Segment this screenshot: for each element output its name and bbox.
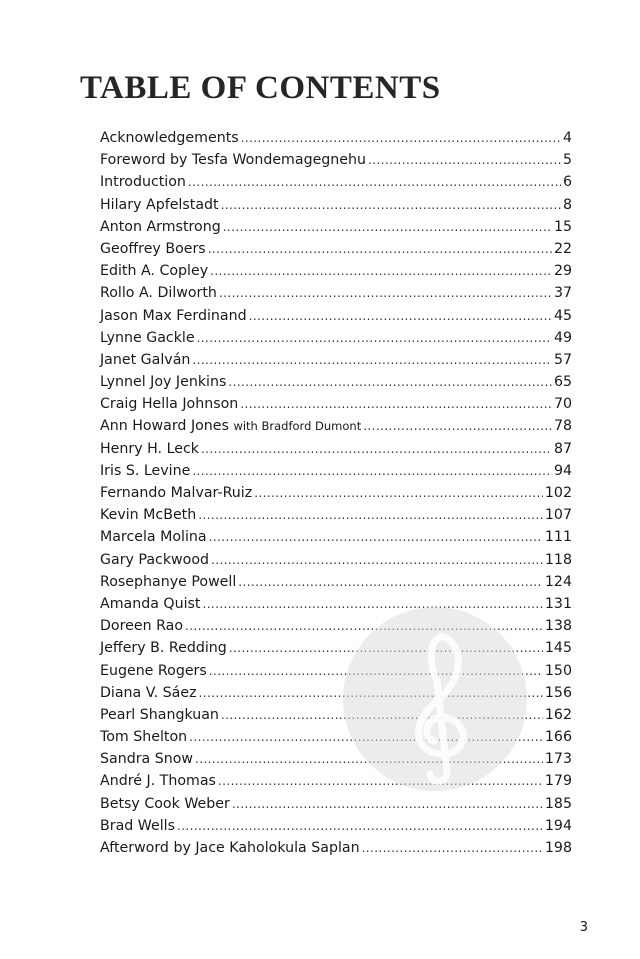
entry-title: Brad Wells — [100, 817, 175, 834]
toc-entry — [100, 504, 572, 526]
entry-title: Gary Packwood — [100, 551, 210, 568]
entry-page-number: 198 — [544, 840, 572, 856]
dot-leader — [238, 571, 543, 593]
toc-entry — [100, 793, 572, 815]
entry-title: Pearl Shangkuan — [100, 706, 219, 723]
dot-leader — [221, 194, 561, 216]
toc-entry — [100, 815, 572, 837]
entry-title: Hilary Apfelstadt — [100, 196, 219, 213]
toc-entry — [100, 149, 572, 171]
dot-leader — [362, 837, 543, 859]
entry-title: Afterword by Jace Kaholokula Saplan — [100, 840, 360, 856]
entry-page-number: 107 — [544, 507, 572, 524]
toc-entry — [100, 282, 572, 304]
entry-title: Jason Max Ferdinand — [100, 307, 247, 324]
dot-leader — [177, 815, 543, 837]
toc-entry — [100, 438, 572, 460]
entry-page-number: 173 — [544, 751, 572, 768]
entry-page-number: 15 — [553, 218, 572, 235]
dot-leader — [221, 704, 543, 726]
entry-title: Amanda Quist — [100, 595, 201, 612]
entry-title: Sandra Snow — [100, 751, 194, 768]
dot-leader — [197, 327, 552, 349]
dot-leader — [218, 770, 543, 792]
entry-page-number: 124 — [544, 573, 572, 590]
dot-leader — [240, 393, 552, 415]
entry-page-number: 22 — [553, 240, 572, 257]
toc-entry — [100, 460, 572, 482]
entry-page-number: 179 — [544, 773, 572, 790]
entry-title: Foreword by Tesfa Wondemagegnehu — [100, 152, 367, 169]
dot-leader — [219, 282, 552, 304]
entry-page-number: 150 — [544, 662, 572, 679]
toc-entry — [100, 682, 572, 704]
toc-entry — [100, 571, 572, 593]
toc-entry — [100, 526, 572, 548]
toc-entry — [100, 194, 572, 216]
entry-page-number: 78 — [553, 418, 572, 435]
toc-entry — [100, 216, 572, 238]
entry-title: Rosephanye Powell — [100, 573, 237, 590]
toc-entry — [100, 415, 572, 437]
dot-leader — [211, 549, 543, 571]
dot-leader — [202, 593, 542, 615]
entry-title: Craig Hella Johnson — [100, 396, 239, 413]
entry-title: Fernando Malvar-Ruiz — [100, 485, 253, 501]
entry-title: Kevin McBeth — [100, 507, 197, 524]
toc-entry — [100, 482, 572, 504]
dot-leader — [368, 149, 561, 171]
dot-leader — [241, 127, 561, 149]
entry-title: André J. Thomas — [100, 773, 216, 790]
entry-page-number: 111 — [544, 529, 572, 546]
toc-entry — [100, 660, 572, 682]
dot-leader — [199, 682, 543, 704]
entry-title: Betsy Cook Weber — [100, 795, 230, 812]
toc-entry — [100, 349, 572, 371]
entry-page-number: 57 — [553, 351, 572, 368]
dot-leader — [198, 504, 543, 526]
entry-title: Rollo A. Dilworth — [100, 285, 217, 302]
entry-title: Iris S. Levine — [100, 462, 191, 479]
dot-leader — [208, 238, 552, 260]
dot-leader — [189, 726, 543, 748]
dot-leader — [228, 371, 552, 393]
entry-title: Jeffery B. Redding — [100, 640, 227, 657]
toc-entry — [100, 615, 572, 637]
dot-leader — [209, 660, 543, 682]
dot-leader — [363, 415, 552, 437]
toc-entry — [100, 748, 572, 770]
entry-page-number: 194 — [544, 817, 572, 834]
toc-entry — [100, 704, 572, 726]
entry-page-number: 118 — [544, 551, 572, 568]
entry-page-number: 145 — [544, 640, 572, 657]
entry-title: Doreen Rao — [100, 618, 184, 635]
dot-leader — [188, 171, 561, 193]
dot-leader — [232, 793, 543, 815]
entry-title: Eugene Rogers — [100, 662, 207, 679]
entry-page-number: 138 — [544, 618, 572, 635]
entry-title: Anton Armstrong — [100, 218, 221, 235]
entry-page-number: 70 — [553, 396, 572, 413]
entry-page-number: 5 — [562, 152, 572, 169]
entry-page-number: 37 — [553, 285, 572, 302]
dot-leader — [195, 748, 543, 770]
entry-page-number: 156 — [544, 684, 572, 701]
entry-subtitle: with Bradford Dumont — [233, 419, 362, 434]
entry-title: Ann Howard Jones — [100, 418, 229, 435]
toc-entry — [100, 305, 572, 327]
entry-page-number: 94 — [553, 462, 572, 479]
entry-title: Acknowledgements — [100, 130, 239, 146]
entry-page-number: 102 — [544, 485, 572, 501]
entry-page-number: 4 — [562, 130, 572, 146]
dot-leader — [223, 216, 552, 238]
dot-leader — [192, 349, 552, 371]
entry-title: Janet Galván — [100, 351, 191, 368]
toc-entry — [100, 260, 572, 282]
dot-leader — [192, 460, 552, 482]
toc-entry — [100, 726, 572, 748]
entry-page-number: 162 — [544, 706, 572, 723]
toc-entry — [100, 549, 572, 571]
toc-entry — [100, 127, 572, 149]
dot-leader — [209, 526, 543, 548]
entry-page-number: 166 — [544, 729, 572, 746]
entry-title: Diana V. Sáez — [100, 684, 197, 701]
entry-page-number: 29 — [553, 263, 572, 280]
entry-page-number: 45 — [553, 307, 572, 324]
entry-page-number: 131 — [544, 595, 572, 612]
entry-page-number: 49 — [553, 329, 572, 346]
dot-leader — [185, 615, 543, 637]
dot-leader — [201, 438, 552, 460]
toc-entry — [100, 837, 572, 859]
dot-leader — [229, 637, 543, 659]
entry-page-number: 65 — [553, 374, 572, 391]
toc-entry — [100, 238, 572, 260]
page-title: TABLE OF CONTENTS — [80, 70, 441, 106]
entry-title: Marcela Molina — [100, 529, 207, 546]
entry-page-number: 6 — [562, 174, 572, 191]
entry-title: Edith A. Copley — [100, 263, 209, 280]
entry-title: Tom Shelton — [100, 729, 188, 746]
entry-title: Lynnel Joy Jenkins — [100, 374, 227, 391]
toc-entry — [100, 327, 572, 349]
dot-leader — [254, 482, 543, 504]
entry-page-number: 87 — [553, 440, 572, 457]
entry-page-number: 8 — [562, 196, 572, 213]
entry-title: Introduction — [100, 174, 186, 191]
toc-entry — [100, 770, 572, 792]
entry-page-number: 185 — [544, 795, 572, 812]
table-of-contents — [100, 127, 572, 859]
entry-title: Henry H. Leck — [100, 440, 199, 457]
page-number: 3 — [579, 920, 588, 935]
entry-title: Lynne Gackle — [100, 329, 195, 346]
dot-leader — [249, 305, 552, 327]
toc-entry — [100, 371, 572, 393]
entry-title: Geoffrey Boers — [100, 240, 206, 257]
toc-entry — [100, 637, 572, 659]
toc-entry — [100, 393, 572, 415]
dot-leader — [210, 260, 552, 282]
toc-entry — [100, 171, 572, 193]
toc-entry — [100, 593, 572, 615]
